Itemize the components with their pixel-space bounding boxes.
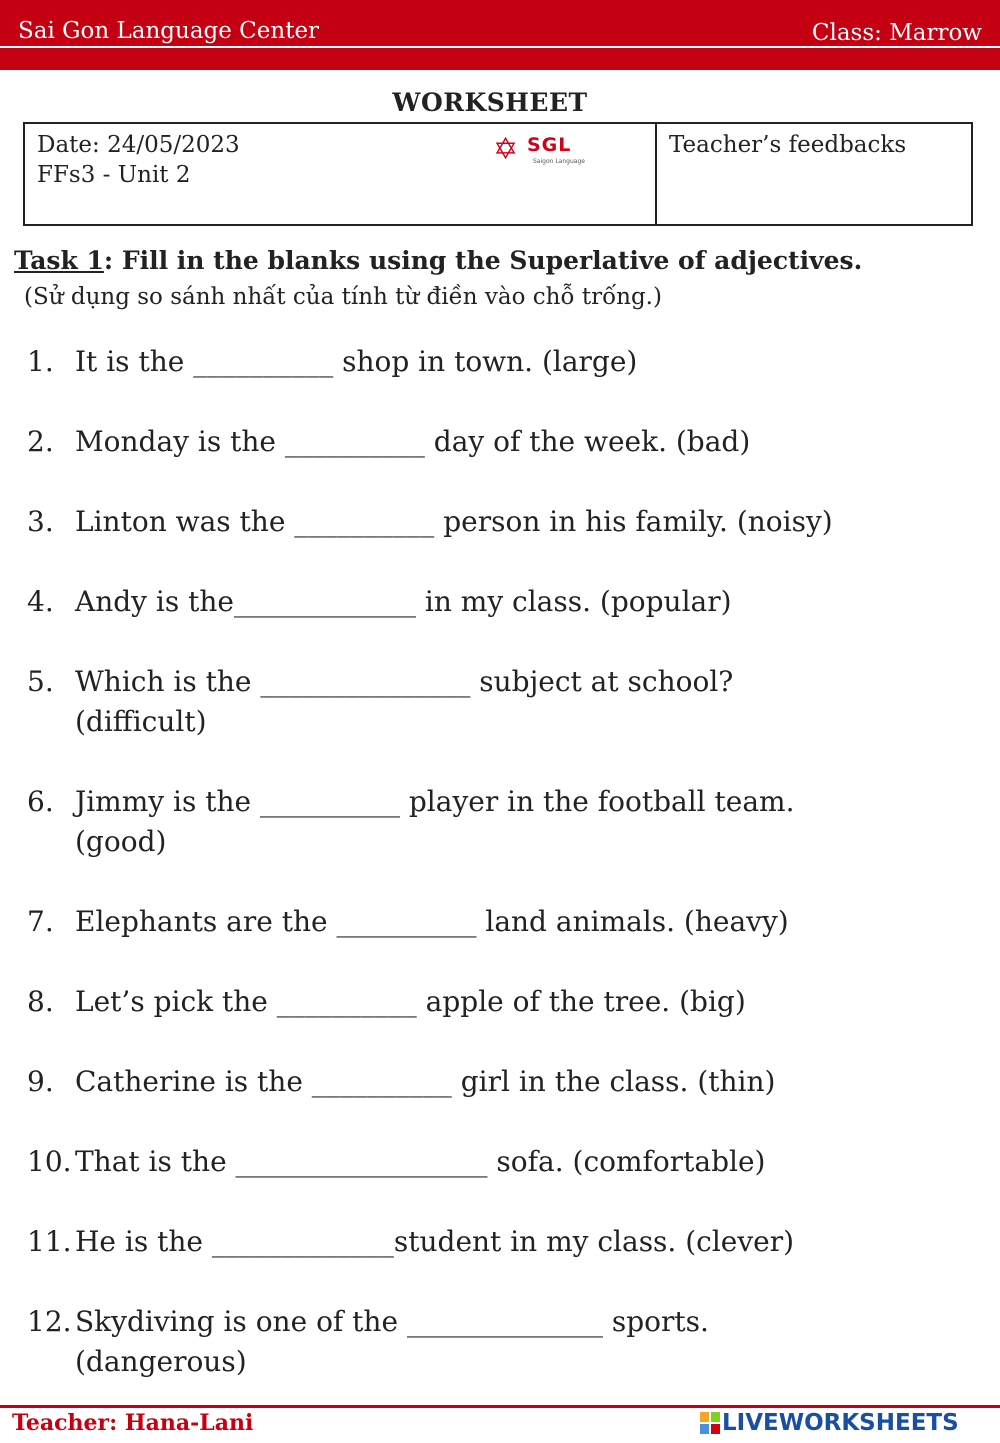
question-number: 8. — [27, 985, 54, 1018]
worksheet-title: WORKSHEET — [392, 88, 588, 117]
task-instruction: : Fill in the blanks using the Superlative of adjectives. — [103, 246, 863, 275]
question-text: Andy is the_____________ in my class. (popular) — [75, 585, 732, 618]
class-label: Class: Marrow — [811, 20, 982, 46]
question-7[interactable] — [27, 902, 789, 942]
question-12[interactable] — [27, 1302, 709, 1378]
question-text: That is the __________________ sofa. (comfortable) — [75, 1145, 766, 1178]
question-number: 9. — [27, 1065, 54, 1098]
liveworksheets-logo-icon — [700, 1412, 720, 1434]
logo-sub: Saigon Language — [533, 158, 585, 165]
footer-divider — [0, 1405, 1000, 1408]
info-box-divider — [655, 124, 657, 224]
question-text: Let’s pick the __________ apple of the tree. (big) — [75, 985, 746, 1018]
question-text: Elephants are the __________ land animals. (heavy) — [75, 905, 789, 938]
question-9[interactable] — [27, 1062, 775, 1102]
header-divider — [0, 46, 1000, 48]
header-bar — [0, 0, 1000, 70]
question-10[interactable] — [27, 1142, 765, 1182]
question-number: 2. — [27, 425, 54, 458]
logo-text: SGL — [527, 134, 572, 156]
question-text: Linton was the __________ person in his family. (noisy) — [75, 505, 833, 538]
sgl-swirl-icon: ✡ — [493, 132, 519, 167]
question-hint: (difficult) — [75, 705, 207, 738]
question-5[interactable] — [27, 662, 734, 738]
teacher-feedback-label: Teacher’s feedbacks — [669, 132, 907, 158]
question-8[interactable] — [27, 982, 746, 1022]
task-heading — [14, 246, 862, 275]
question-number: 4. — [27, 585, 54, 618]
question-3[interactable] — [27, 502, 833, 542]
question-6[interactable] — [27, 782, 795, 858]
info-box — [23, 122, 973, 226]
question-text: Jimmy is the __________ player in the football team. — [75, 785, 795, 818]
question-11[interactable] — [27, 1222, 794, 1262]
question-number: 3. — [27, 505, 54, 538]
date-text: Date: 24/05/2023 — [37, 132, 240, 158]
question-hint: (good) — [75, 825, 167, 858]
question-number: 5. — [27, 665, 54, 698]
question-text: He is the _____________student in my class. (clever) — [75, 1225, 795, 1258]
question-text: It is the __________ shop in town. (large) — [75, 345, 638, 378]
question-number: 10. — [27, 1145, 72, 1178]
liveworksheets-text: LIVEWORKSHEETS — [722, 1410, 959, 1436]
question-1[interactable] — [27, 342, 637, 382]
question-number: 6. — [27, 785, 54, 818]
question-number: 12. — [27, 1305, 72, 1338]
question-text: Monday is the __________ day of the week. (bad) — [75, 425, 751, 458]
question-2[interactable] — [27, 422, 750, 462]
question-hint: (dangerous) — [75, 1345, 247, 1378]
teacher-name: Teacher: Hana-Lani — [12, 1410, 254, 1436]
center-name: Sai Gon Language Center — [18, 18, 320, 44]
question-number: 11. — [27, 1225, 72, 1258]
question-text: Which is the _______________ subject at school? — [75, 665, 734, 698]
question-number: 1. — [27, 345, 54, 378]
task-label: Task 1 — [14, 246, 104, 275]
question-number: 7. — [27, 905, 54, 938]
question-text: Skydiving is one of the ______________ sports. — [75, 1305, 709, 1338]
question-4[interactable] — [27, 582, 732, 622]
unit-text: FFs3 - Unit 2 — [37, 162, 191, 188]
sgl-logo — [493, 132, 593, 172]
question-text: Catherine is the __________ girl in the class. (thin) — [75, 1065, 776, 1098]
task-translation: (Sử dụng so sánh nhất của tính từ điền vào chỗ trống.) — [24, 284, 662, 310]
liveworksheets-brand[interactable] — [700, 1410, 998, 1438]
